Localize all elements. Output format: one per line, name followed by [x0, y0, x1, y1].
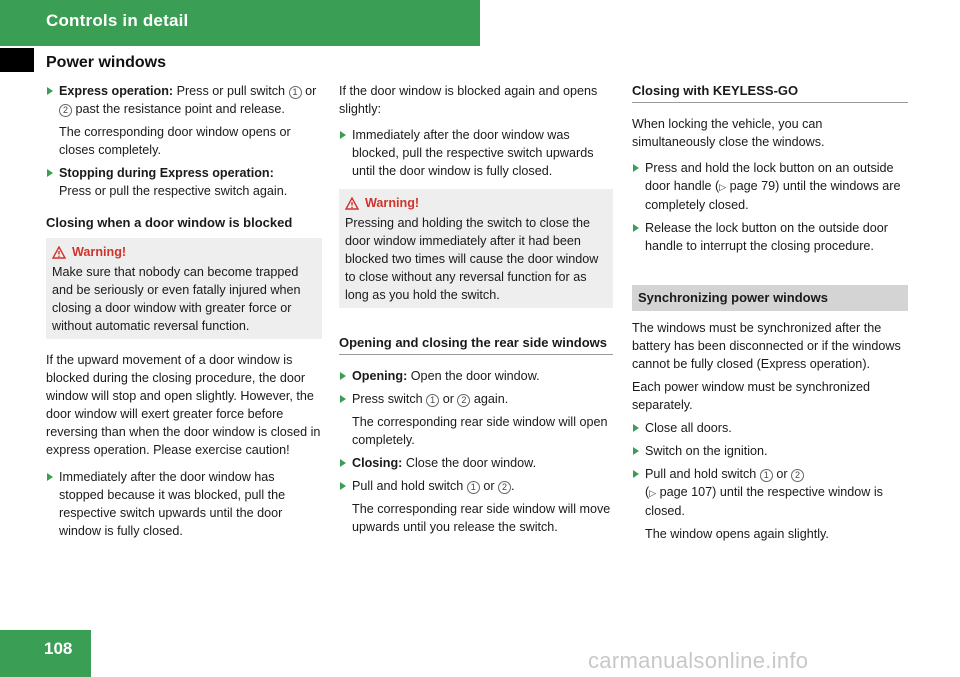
switch-2-symbol: 2 [498, 481, 511, 494]
switch-2-symbol: 2 [59, 104, 72, 117]
blocked-heading: Closing when a door window is blocked [46, 215, 293, 230]
watermark: carmanualsonline.info [588, 648, 809, 673]
press-result: The corresponding rear side window will open completely. [352, 415, 608, 447]
column-3 [632, 82, 908, 548]
column-1 [46, 82, 322, 545]
switch-1-symbol: 1 [760, 469, 773, 482]
keyless-intro: When locking the vehicle, you can simultaneously close the windows. [632, 117, 825, 149]
blocked-again-intro: If the door window is blocked again and opens slightly: [339, 84, 598, 116]
blocked-paragraph: If the upward movement of a door window is blocked during the closing procedure, the door window will stop and open slightly. However, the door window will exert greater force before reversing than when the door window is closed in express operation. Please exercise caution! [46, 353, 321, 457]
bullet-press-switch: Press switch 1 or 2 again. [339, 390, 613, 408]
switch-2-symbol: 2 [457, 394, 470, 407]
keyless-heading: Closing with KEYLESS-GO [632, 82, 908, 103]
bullet-opening: Opening: Open the door window. [339, 367, 613, 385]
warning-title: Warning! [365, 196, 420, 210]
switch-2-symbol: 2 [791, 469, 804, 482]
section-marker [0, 48, 34, 72]
section-title: Power windows [46, 54, 167, 71]
switch-1-symbol: 1 [426, 394, 439, 407]
column-2 [339, 82, 613, 541]
warning-triangle-icon [345, 197, 359, 210]
bullet-immediately: Immediately after the door window has stopped because it was blocked, pull the respective switch upwards until the door window is fully closed. [46, 468, 322, 540]
bullet-pull-hold: Pull and hold switch 1 or 2 (▷ page 107) until the respective window is closed. [632, 465, 908, 520]
pull-result: The corresponding rear side window will move upwards until you release the switch. [352, 502, 611, 534]
bullet-closing: Closing: Close the door window. [339, 454, 613, 472]
sync-paragraph-2: Each power window must be synchronized separately. [632, 380, 871, 412]
warning-text: Pressing and holding the switch to close the door window immediately after it had been blocked two times will cause the door window to close without any reversal function for as long as you hold the switch. [345, 216, 599, 302]
sync-paragraph-1: The windows must be synchronized after the battery has been disconnected or if the windows cannot be fully closed (Express operation). [632, 321, 901, 371]
pull-hold-result: The window opens again slightly. [645, 527, 829, 541]
express-result: The corresponding door window opens or closes completely. [59, 125, 291, 157]
bullet-release-lock: Release the lock button on the outside door handle to interrupt the closing procedure. [632, 219, 908, 255]
rear-windows-heading: Opening and closing the rear side windows [339, 334, 613, 355]
page-ref-icon: ▷ [649, 488, 657, 498]
switch-1-symbol: 1 [467, 481, 480, 494]
bullet-press-lock: Press and hold the lock button on an outside door handle (▷ page 79) until the windows are completely closed. [632, 159, 908, 214]
bullet-express: Express operation: Press or pull switch 1 or 2 past the resistance point and release. [46, 82, 322, 118]
warning-title: Warning! [72, 245, 127, 259]
page-ref-icon: ▷ [719, 182, 727, 192]
switch-1-symbol: 1 [289, 86, 302, 99]
bullet-pull-switch: Pull and hold switch 1 or 2 . [339, 477, 613, 495]
bullet-close-doors: Close all doors. [632, 419, 908, 437]
warning-box-2 [339, 189, 613, 308]
page-number: 108 [44, 639, 73, 658]
warning-triangle-icon [52, 246, 66, 259]
sync-heading: Synchronizing power windows [632, 285, 908, 311]
bullet-blocked-again: Immediately after the door window was blocked, pull the respective switch upwards until the door window is fully closed. [339, 126, 613, 180]
warning-text: Make sure that nobody can become trapped and be seriously or even fatally injured when closing a door window with greater force or without automatic reversal function. [52, 265, 301, 333]
chapter-title: Controls in detail [46, 11, 189, 30]
warning-box-1 [46, 238, 322, 339]
bullet-ignition: Switch on the ignition. [632, 442, 908, 460]
bullet-stopping: Stopping during Express operation: Press or pull the respective switch again. [46, 164, 322, 200]
